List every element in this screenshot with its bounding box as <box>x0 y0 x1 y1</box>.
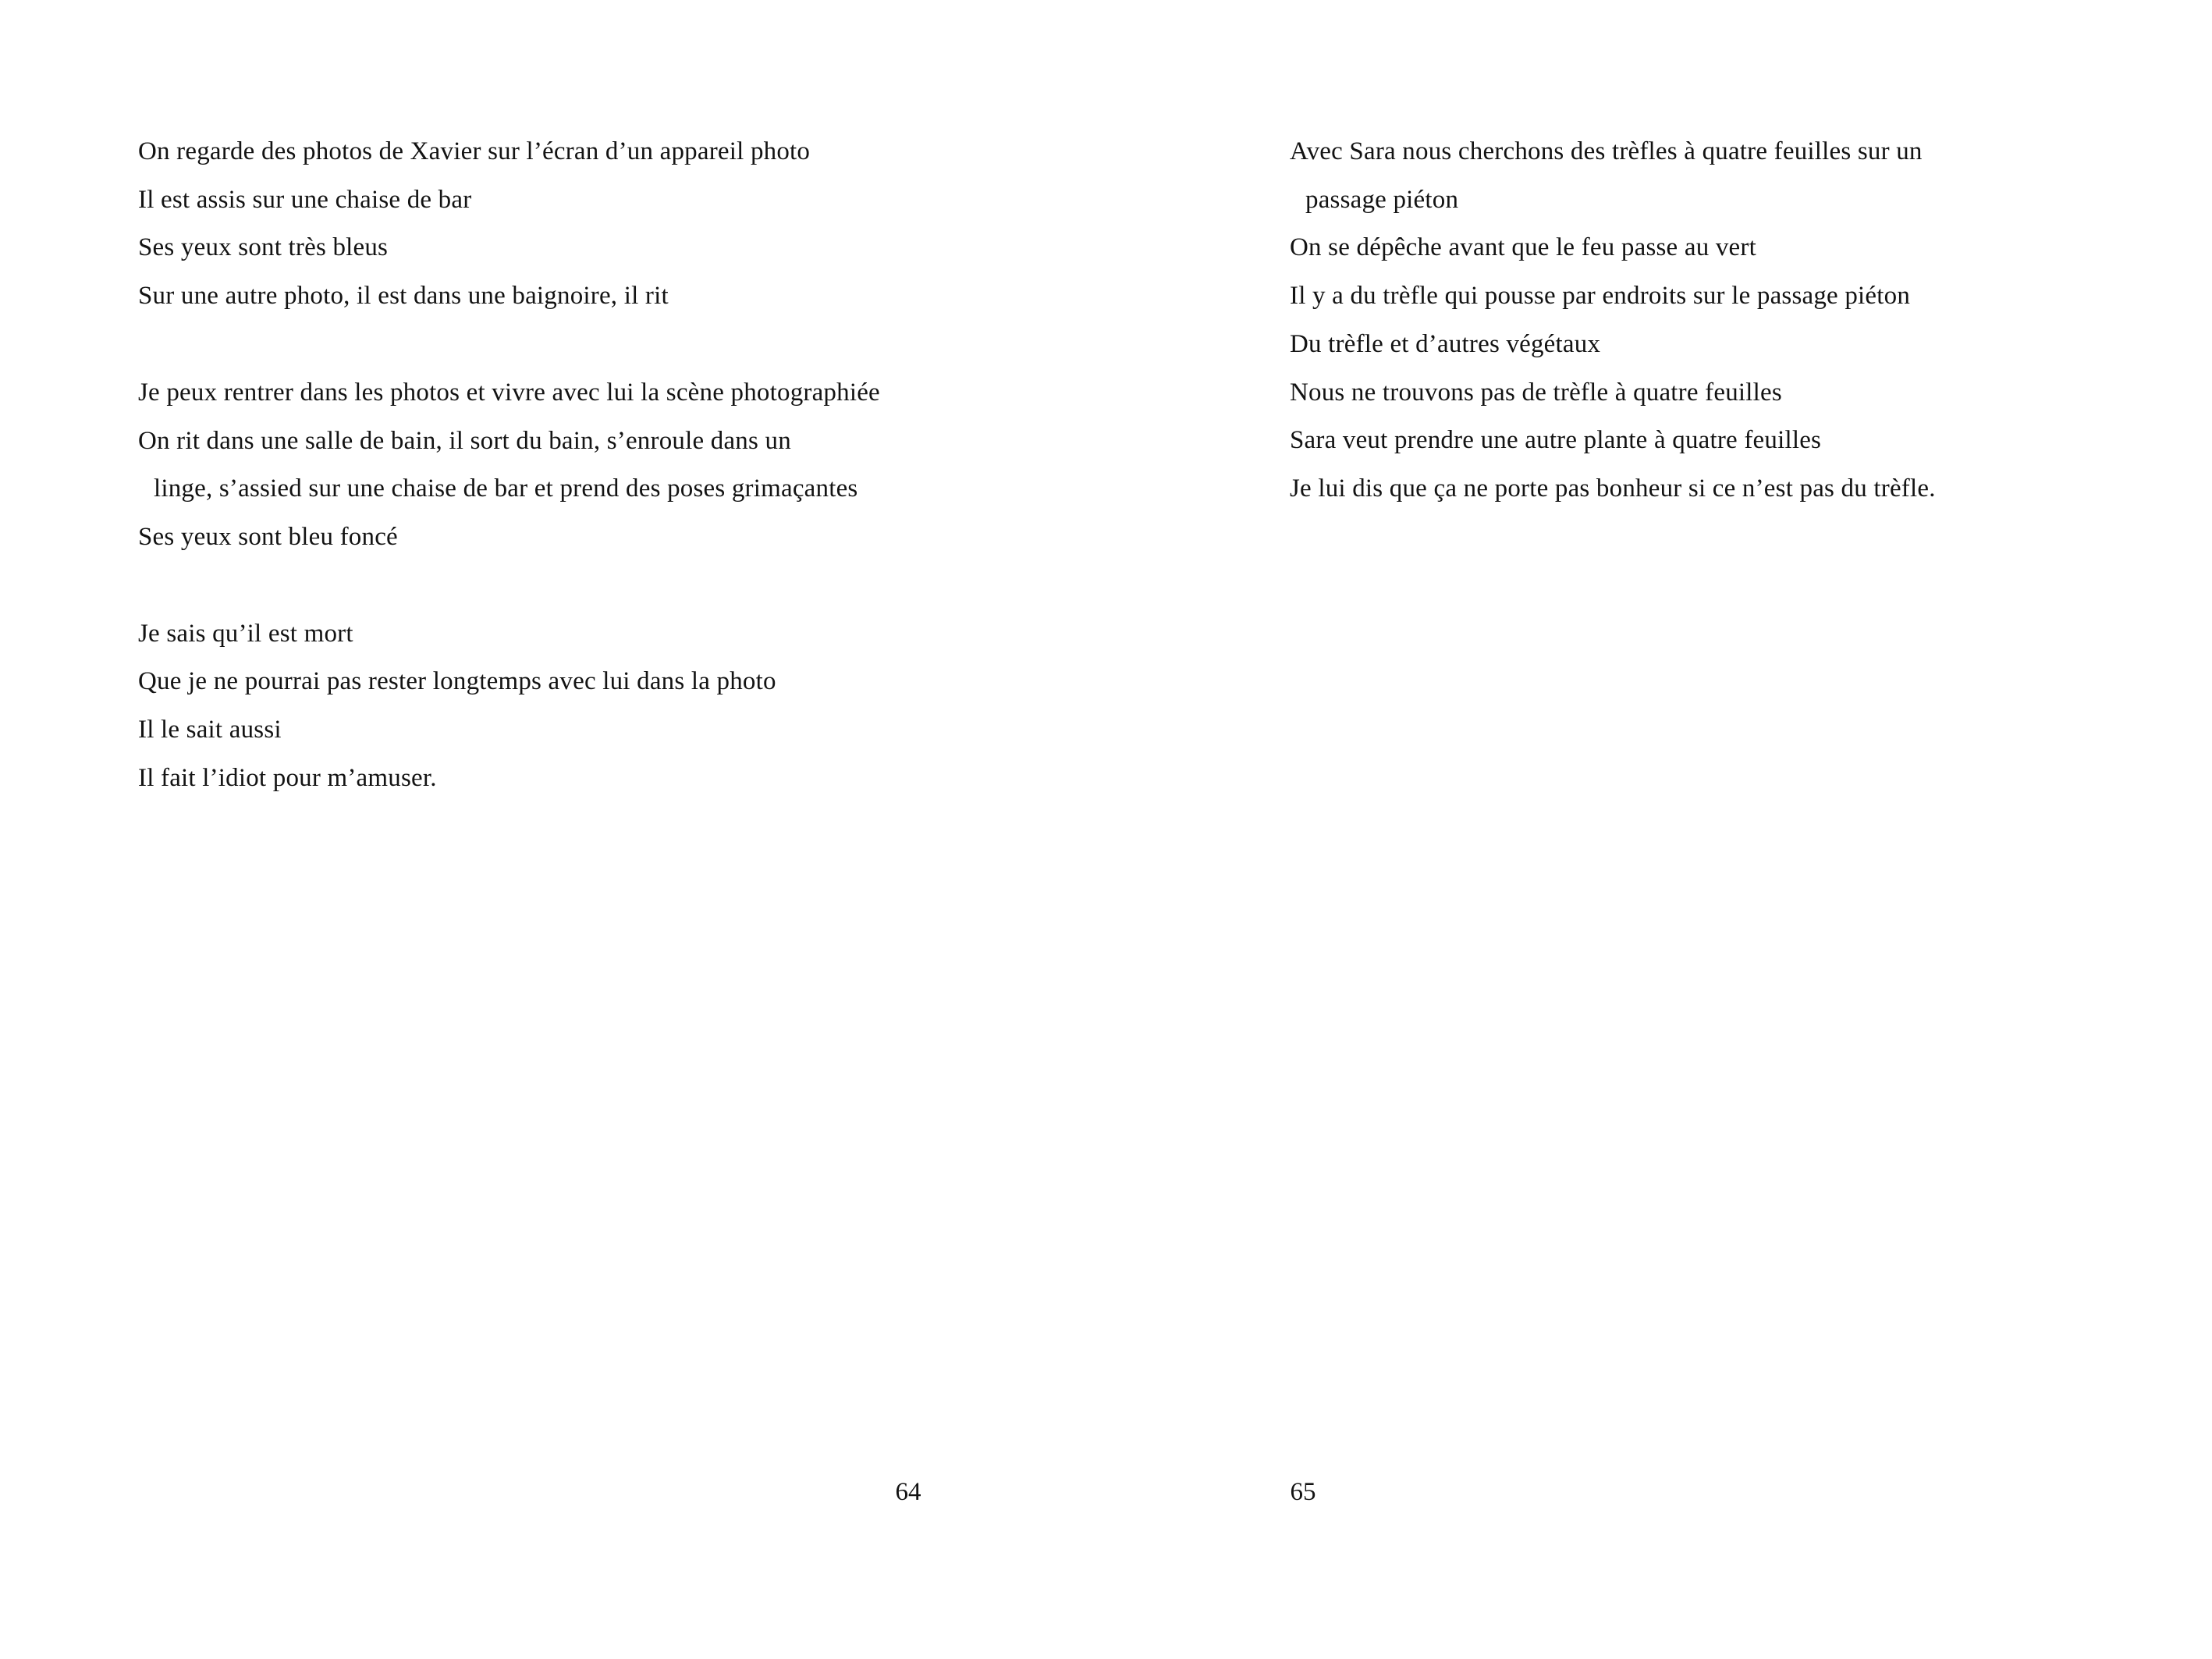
poem-line: Il est assis sur une chaise de bar <box>138 185 472 214</box>
poem-line: Il y a du trèfle qui pousse par endroits sur le passage piéton <box>1290 282 1911 311</box>
poem-line: Avec Sara nous cherchons des trèfles à quatre feuilles sur un <box>1290 137 1923 165</box>
poem-line: Il le sait aussi <box>138 716 282 744</box>
right-page-poem <box>1290 128 2195 513</box>
poem-stanza <box>1290 128 2195 513</box>
poem-line: On se dépêche avant que le feu passe au vert <box>1290 233 1756 262</box>
poem-line-wrapped: passage piéton <box>1305 185 1459 214</box>
page-number-left: 64 <box>895 1478 921 1506</box>
poem-line: Je peux rentrer dans les photos et vivre avec lui la scène photographiée <box>138 378 880 407</box>
poem-line: Sur une autre photo, il est dans une baignoire, il rit <box>138 282 669 311</box>
poem-line-wrapped: linge, s’assied sur une chaise de bar et prend des poses grimaçantes <box>154 474 858 503</box>
poem-stanza <box>138 369 1098 562</box>
poem-line: Sara veut prendre une autre plante à quatre feuilles <box>1290 426 1822 455</box>
poem-line: Nous ne trouvons pas de trèfle à quatre feuilles <box>1290 378 1782 407</box>
poem-line: On rit dans une salle de bain, il sort du bain, s’enroule dans un <box>138 426 791 455</box>
poem-line: On regarde des photos de Xavier sur l’écran d’un appareil photo <box>138 137 811 165</box>
poem-line: Je sais qu’il est mort <box>138 619 353 648</box>
poem-line: Ses yeux sont bleu foncé <box>138 522 398 551</box>
poem-line: Il fait l’idiot pour m’amuser. <box>138 763 437 792</box>
poem-line: Du trèfle et d’autres végétaux <box>1290 329 1601 358</box>
poem-stanza <box>138 610 1098 803</box>
page-number-right: 65 <box>1290 1478 1316 1506</box>
poem-line: Je lui dis que ça ne porte pas bonheur si ce n’est pas du trèfle. <box>1290 474 1936 503</box>
poem-line: Que je ne pourrai pas rester longtemps avec lui dans la photo <box>138 667 776 696</box>
poem-line: Ses yeux sont très bleus <box>138 233 389 262</box>
poem-stanza <box>138 128 1098 321</box>
left-page-poem <box>138 128 1098 802</box>
